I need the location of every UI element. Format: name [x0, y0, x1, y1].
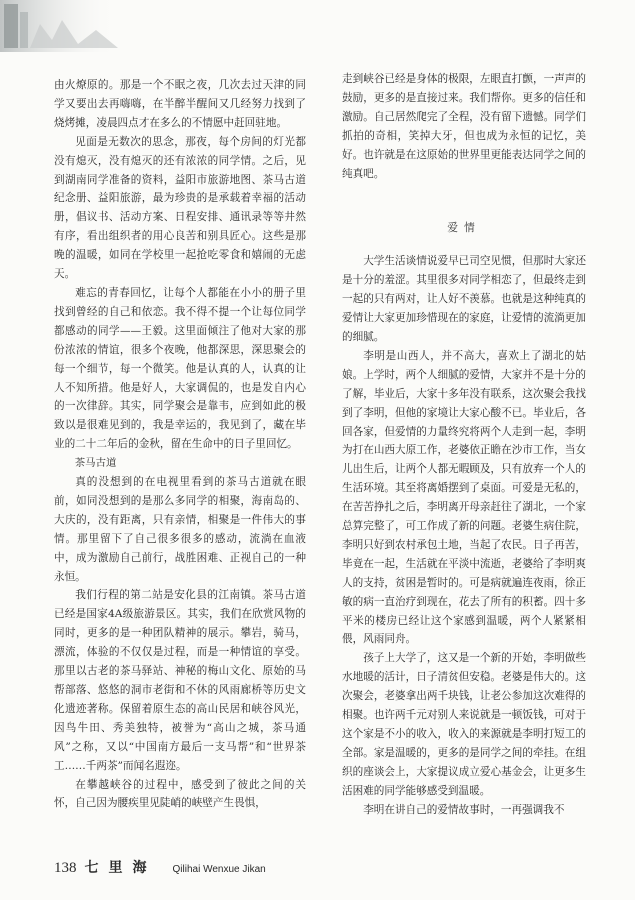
paragraph: 李明是山西人，并不高大，喜欢上了湖北的姑娘。上学时，两个人细腻的爱情，大家并不是十分的了解，毕业后，大家十多年没有联系，这次聚会我找到了李明，但他的家境让大家心酸不已。毕业后，各回各家，但爱情的力量终究将两个人走到一起，李明为打在山西大原工作，老婆依正瞻在沙市工作，当女儿出生后，让两个人都无暇顾及，只有放弃一个人的生活环境。其至将离婚摆到了桌面。可爱是无私的，在苦苦挣扎之后，李明离开母亲赶往了湖北，一个家总算完整了，可工作成了新的问题。老婆生病住院，李明只好到农村承包土地，当起了农民。日子再苦，毕竟在一起，生活就在平淡中流逝，老婆给了李明爽人的支持，贫困是暂时的。可是病就遍连夜雨，徐正敏的病一直治疗到现在，花去了所有的积蓄。四十多平米的楼房已经让这个家感到温暖，两个人紧紧相偎，风雨同舟。 — [342, 349, 586, 646]
paragraph: 难忘的青春回忆，让每个人都能在小小的册子里找到曾经的自己和依恋。我不得不提一个让每位同学都感动的同学——王毅。这里面倾注了他对大家的那份浓浓的情谊，很多个夜晚，他都深思，深思聚会的每一个细节，每一个微笑。他是认真的人，认真的让人不知所措。他是好人，大家调侃的，也是发自内心的一次律辞。其实，同学聚会是靠韦，应到如此的极致以是很难见到的，我是幸运的，我见到了，藏在毕业的二十二年后的金秋，留在生命中的日子里回忆。 — [54, 286, 306, 451]
left-column — [54, 76, 306, 813]
paragraph: 在攀越峡谷的过程中，感受到了彼此之间的关怀，自己因为腰疾里见陡峭的峡壁产生畏惧， — [54, 778, 306, 810]
magazine-name: 七里海 — [84, 860, 157, 876]
page-number: 138 — [54, 860, 77, 876]
paragraph: 真的没想到的在电视里看到的茶马古道就在眼前，如同没想到的是那么多同学的相聚，海南岛的、大庆的，没有距离，只有亲情，相聚是一件伟大的事情。那里留下了自己很多很多的感动，流淌在血液中，成为激励自己前行，战胜困难、正视自己的一种永恒。 — [54, 476, 306, 583]
paragraph: 由火燎原的。那是一个不眠之夜，几次去过天津的同学又要出去再嗨嗨，在半醉半醒间又几经努力找到了烧烤摊，凌晨四点才在多么的不情愿中赶回驻地。 — [54, 79, 306, 129]
paragraph: 李明在讲自己的爱情故事时，一再强调我不 — [363, 803, 565, 816]
magazine-name-en: Qilihai Wenxue Jikan — [172, 864, 266, 875]
paragraph: 见面是无数次的思念，那夜，每个房间的灯光都没有熄灭，没有熄灭的还有浓浓的同学情。之后，见到湖南同学准备的资料，益阳市旅游地图、茶马古道纪念册、益阳旅游，最为珍贵的是承载着幸福的活动册，倡议书、活动方案、日程安排、通讯录等等井然有序，看出组织者的用心良苦和别具匠心。这些是那晚的温暖，如同在学校里一起抢吃零食和嬉闹的无虑天。 — [54, 135, 306, 281]
section-title-love: 爱情 — [447, 221, 481, 235]
paragraph: 我们行程的第二站是安化县的江南镇。茶马古道已经是国家4A级旅游景区。其实，我们在欣赏风物的同时，更多的是一种团队精神的展示。攀岩，骑马，漂流，体验的不仅仅是过程，而是一种情谊的享受。那里以古老的茶马驿站、神秘的梅山文化、原始的马帮部落、悠悠的洞市老街和不休的风雨廊桥等历史文化遗迹著称。保留着原生态的高山民居和峡谷风光，因鸟牛田、秀美独特，被誉为“高山之城，茶马通风”之称，又以“中国南方最后一支马帮”和“世界茶工……千两茶”而闻名遐迩。 — [54, 589, 306, 772]
paragraph: 走到峡谷已经是身体的极限，左眼直打颤，一声声的鼓励，更多的是直接过来。我们帮你。更多的信任和激励。自己居然爬完了全程，没有留下遗憾。同学们抓拍的奇相，笑掉大牙，但也成为永恒的记忆，美好。也许就是在这原始的世界里更能表达同学之间的纯真吧。 — [342, 73, 586, 180]
subheading-tea-horse-road: 茶马古道 — [74, 457, 117, 470]
paragraph: 孩子上大学了，这又是一个新的开始，李明做些水地暖的活计，日子清贫但安稳。老婆是伟大的。这次聚会，老婆拿出两千块钱，让老公参加这次难得的相聚。也许两千元对别人来说就是一顿饭钱，可对于这个家是不小的收入，收入的来源就是李明打短工的全部。家是温暖的，更多的是同学之间的牵挂。在组织的座谈会上，大家提议成立爱心基金会，让更多生活困难的同学能够感受到温暖。 — [342, 652, 586, 797]
paragraph: 大学生活谈情说爱早已司空见惯，但那时大家还是十分的羞涩。其里很多对同学相恋了，但最终走到一起的只有两对，让人好不羡慕。也就是这种纯真的爱情让大家更加珍惜现在的家庭，让爱情的流淌更加的细腻。 — [342, 255, 586, 343]
right-column — [342, 70, 586, 820]
corner-decoration — [0, 0, 118, 52]
page-footer — [54, 857, 266, 877]
